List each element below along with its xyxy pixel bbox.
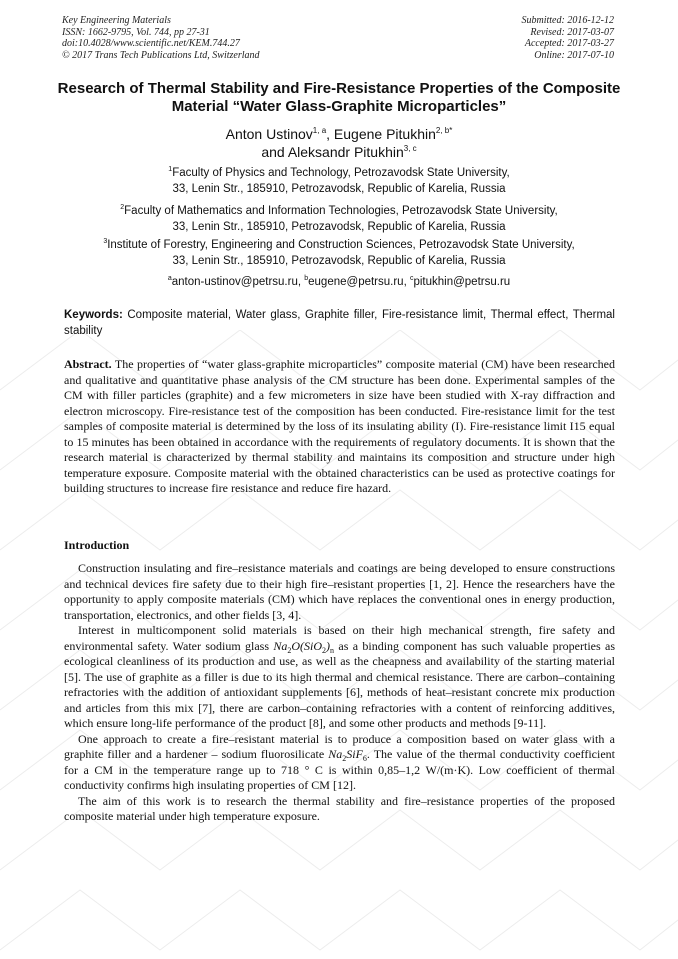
copyright-line: © 2017 Trans Tech Publications Ltd, Switzerland (62, 49, 260, 61)
email-marker: a (167, 275, 172, 282)
paragraph-text: as a binding component has such valuable properties as ecological cleanliness of its production and use, as well as the cheapness and availability of the starting material [5]. The use of graphite as a filler is due to its high thermal and chemical resistance. There are carbon–containing refractories with the addition of antioxidant supplements [6], methods of heat–resistant concrete mix production and articles from this mix [7], there are carbon–containing refractories with a content of reinforcing additives, which ensure long-life performance of the product [8], and some other products and methods [9-11]. (64, 638, 615, 730)
author-affiliation-marker: 3, c (403, 144, 417, 153)
issn-line: ISSN: 1662-9795, Vol. 744, pp 27-31 (62, 26, 210, 38)
accepted-date: Accepted: 2017-03-27 (524, 38, 614, 49)
abstract-label: Abstract. (64, 357, 112, 371)
formula-part: ) (326, 638, 331, 653)
keywords (64, 308, 615, 339)
formula-part: Na (273, 638, 288, 653)
paragraph: Construction insulating and fire–resistance materials and coatings are being developed to ensure constructions and technical devices fire safety due to their high fire–resistant properties [1, 2]. Hence the researchers have the opportunity to apply composite materials (CM) which have replaces the conventional ones in energy production, transportation, electronics, and other fields [3, 4]. (64, 561, 615, 622)
affiliation-line: Faculty of Physics and Technology, Petrozavodsk State University, (172, 167, 510, 179)
paragraph-text: One approach to create a fire–resistant material is to produce a composition based on water glass with a graphite filler and a hardener – sodium fluorosilicate (64, 731, 615, 761)
formula-subscript: 2 (342, 754, 347, 763)
submission-dates (522, 15, 615, 61)
email-marker: b (304, 275, 309, 282)
affiliation-line: Faculty of Mathematics and Information Technologies, Petrozavodsk State University, (124, 205, 558, 217)
section-heading-introduction: Introduction (64, 538, 130, 552)
email-marker: c (409, 275, 414, 282)
journal-info (62, 15, 260, 61)
paragraph-text: . The value of the thermal conductivity coefficient for a CM in the temperature range up to 718 ° C is within 0,85–1,2 W/(m·K). Low coefficient of thermal conductivity confirms high insulating properties of CM [12]. (64, 747, 615, 792)
affiliation (50, 166, 628, 197)
author-affiliation-marker: 1, a (312, 126, 327, 135)
affiliation-line: Institute of Forestry, Engineering and Construction Sciences, Petrozavodsk State University, (107, 239, 575, 251)
doi-line: doi:10.4028/www.scientific.net/KEM.744.27 (62, 38, 240, 49)
affiliation-line: 33, Lenin Str., 185910, Petrozavodsk, Republic of Karelia, Russia (172, 220, 506, 233)
abstract (64, 357, 615, 497)
author-name: Eugene Pitukhin (333, 126, 436, 142)
email-address: pitukhin@petrsu.ru (413, 276, 511, 288)
introduction-body (64, 561, 615, 825)
author-name: Anton Ustinov (225, 126, 313, 142)
affiliation-line: 33, Lenin Str., 185910, Petrozavodsk, Republic of Karelia, Russia (172, 182, 506, 195)
affiliation-number: 3 (103, 238, 108, 245)
affiliation-number: 1 (168, 166, 173, 173)
formula-subscript: n (330, 645, 335, 655)
keywords-text: Composite material, Water glass, Graphite filler, Fire-resistance limit, Thermal effect, Thermal stability (64, 309, 615, 337)
abstract-text: The properties of “water glass-graphite microparticles” composite material (CM) have been researched and qualitative and quantitative phase analysis of the CM structure has been done. Experimental samples of the CM with filler particles (graphite) and a few micrometers in size have been studied with X-ray diffraction and electron microscopy. Fire-resistance test of the composition has been conducted. Fire-resistance limit for the test samples of composite material is determined by the loss of its insulating ability (I). Fire-resistance limit I15 equal to 15 minutes has been obtained in accordance with the requirements of regulatory documents. It is shown that the research material is characterized by thermal stability and maintains its composition and structure under high temperature exposure. Composite material with the obtained characteristics can be used as protective coatings for building structures to increase fire resistance and reduce fire hazard. (64, 357, 615, 495)
author-conjunction: and (261, 144, 288, 160)
email-address: anton-ustinov@petrsu.ru, (171, 276, 305, 288)
formula-fluorosilicate (328, 747, 367, 761)
author-affiliation-marker: 2, b* (435, 126, 453, 135)
paragraph: The aim of this work is to research the thermal stability and fire–resistance properties of the proposed composite material under high temperature exposure. (64, 793, 615, 823)
affiliation (50, 204, 628, 235)
revised-date: Revised: 2017-03-07 (530, 26, 614, 38)
paragraph-text: Interest in multicomponent solid materials is based on their high mechanical strength, fire safety and environmental safety. Water sodium glass (64, 623, 615, 653)
formula-part: O(SiO (291, 638, 323, 653)
journal-name: Key Engineering Materials (62, 15, 171, 26)
email-address: eugene@petrsu.ru, (308, 276, 410, 288)
affiliation-line: 33, Lenin Str., 185910, Petrozavodsk, Republic of Karelia, Russia (172, 254, 506, 267)
formula-part: Na (328, 747, 343, 761)
online-date: Online: 2017-07-10 (534, 49, 614, 61)
author-separator: , (326, 126, 334, 142)
formula-subscript: 6 (362, 754, 367, 763)
formula-subscript: 2 (322, 645, 327, 655)
formula-subscript: 2 (287, 645, 292, 655)
affiliation-number: 2 (120, 204, 125, 211)
keywords-label: Keywords: (64, 309, 123, 321)
paragraph (64, 623, 615, 732)
submitted-date: Submitted: 2016-12-12 (521, 15, 614, 26)
paper-title: Research of Thermal Stability and Fire-Resistance Properties of the Composite Material “Water Glass-Graphite Microparticles” (57, 80, 621, 115)
formula-part: SiF (346, 747, 363, 761)
affiliation (50, 238, 628, 269)
formula-water-glass (273, 639, 334, 653)
paragraph (64, 732, 615, 794)
email-list (50, 275, 628, 291)
author-name: Aleksandr Pitukhin (287, 144, 404, 160)
author-list (50, 125, 628, 161)
